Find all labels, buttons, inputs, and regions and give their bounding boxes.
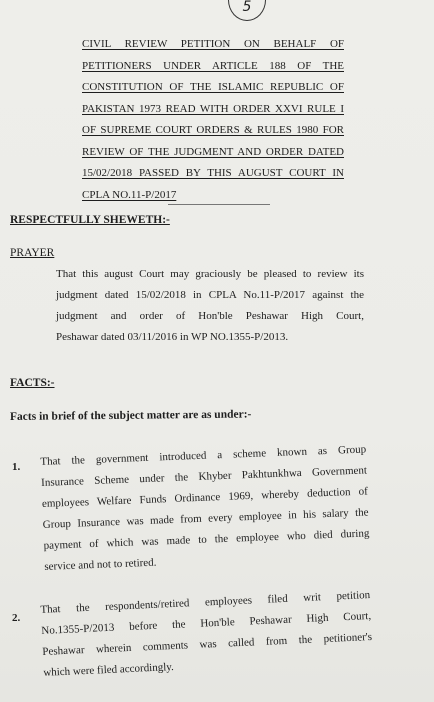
prayer-line: Peshawar dated 03/11/2016 in WP NO.1355-P/2013. bbox=[56, 331, 289, 343]
fact-line: Group Insurance was made from every employee in his salary the bbox=[42, 506, 369, 531]
title-line: CONSTITUTION OF THE ISLAMIC REPUBLIC OF bbox=[82, 81, 344, 93]
fact-line: service and not to retired. bbox=[44, 556, 157, 573]
fact-line: Insurance Scheme under the Khyber Pakhtunkhwa Government bbox=[40, 464, 368, 489]
fact-line: employees Welfare Funds Ordinance 1969, whereby deduction of bbox=[41, 485, 368, 510]
facts-intro: Facts in brief of the subject matter are as under:- bbox=[9, 408, 252, 423]
petition-title bbox=[82, 34, 344, 206]
title-line: CIVIL REVIEW PETITION ON BEHALF OF bbox=[82, 38, 344, 50]
title-line: REVIEW OF THE JUDGMENT AND ORDER DATED bbox=[82, 145, 344, 158]
fact-number: 2. bbox=[12, 612, 21, 624]
fact-number: 1. bbox=[12, 461, 21, 473]
prayer-line: judgment and order of Hon'ble Peshawar High Court, bbox=[56, 310, 364, 322]
fact-line: No.1355-P/2013 before the Hon'ble Peshawar High Court, bbox=[41, 610, 372, 637]
facts-heading: FACTS:- bbox=[10, 377, 55, 389]
fact-line: That the respondents/retired employees filed writ petition bbox=[40, 589, 371, 616]
title-line: CPLA NO.11-P/2017 bbox=[82, 188, 177, 201]
title-line: 15/02/2018 PASSED BY THIS AUGUST COURT IN bbox=[82, 167, 344, 179]
prayer-heading: PRAYER bbox=[10, 247, 55, 259]
fact-line: That the government introduced a scheme known as Group bbox=[40, 443, 367, 468]
title-line: OF SUPREME COURT ORDERS & RULES 1980 FOR bbox=[82, 124, 344, 136]
prayer-line: judgment dated 15/02/2018 in CPLA No.11-P/2017 against the bbox=[56, 289, 364, 301]
fact-paragraph-1 bbox=[40, 439, 371, 577]
title-line: PAKISTAN 1973 READ WITH ORDER XXVI RULE I bbox=[82, 102, 344, 115]
prayer-paragraph bbox=[56, 264, 364, 348]
fact-line: Peshawar wherein comments was called from the petitioner's bbox=[42, 630, 373, 658]
page-number: 5 bbox=[228, 0, 266, 21]
divider bbox=[168, 204, 270, 205]
respectfully-sheweth-heading: RESPECTFULLY SHEWETH:- bbox=[10, 214, 170, 226]
fact-paragraph-2 bbox=[40, 585, 373, 684]
prayer-line: That this august Court may graciously be pleased to review its bbox=[56, 268, 364, 280]
fact-line: payment of which was made to the employee who died during bbox=[43, 527, 370, 552]
fact-line: which were filed accordingly. bbox=[43, 661, 175, 679]
title-line: PETITIONERS UNDER ARTICLE 188 OF THE bbox=[82, 59, 344, 72]
